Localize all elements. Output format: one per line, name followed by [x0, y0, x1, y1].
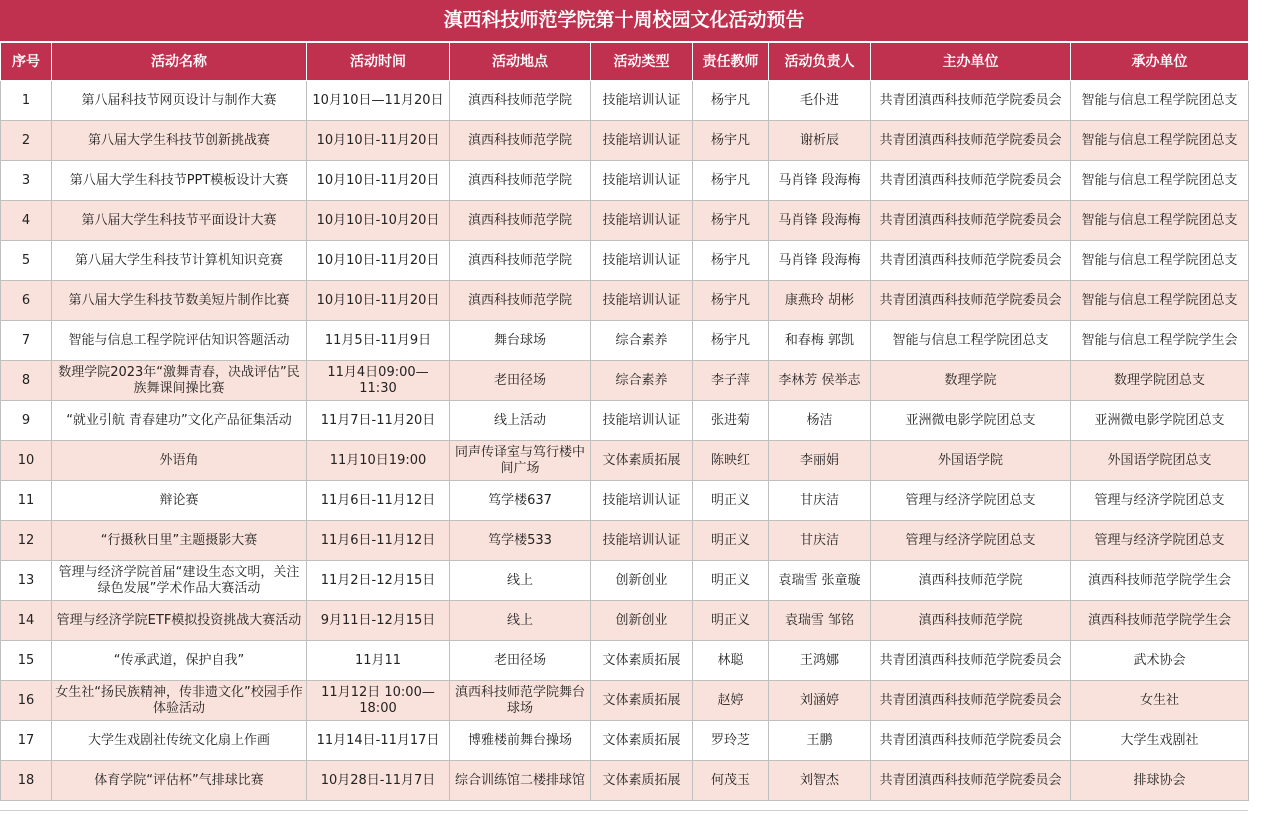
- cell-time[interactable]: 11月6日-11月12日: [307, 481, 450, 521]
- cell-teacher[interactable]: 杨宇凡: [693, 81, 769, 121]
- table-row: [1, 561, 1249, 601]
- cell-index[interactable]: 1: [1, 81, 52, 121]
- cell-name[interactable]: 辩论赛: [52, 481, 307, 521]
- cell-type[interactable]: 技能培训认证: [591, 161, 693, 201]
- cell-organizer[interactable]: 共青团滇西科技师范学院委员会: [871, 681, 1071, 721]
- header-cell-leader[interactable]: 活动负责人: [769, 43, 871, 81]
- cell-leader[interactable]: 甘庆洁: [769, 481, 871, 521]
- cell-time[interactable]: 9月11日-12月15日: [307, 601, 450, 641]
- cell-type[interactable]: 文体素质拓展: [591, 681, 693, 721]
- cell-index[interactable]: 18: [1, 761, 52, 801]
- cell-time[interactable]: 11月12日 10:00—18:00: [307, 681, 450, 721]
- cell-time[interactable]: 11月14日-11月17日: [307, 721, 450, 761]
- cell-location[interactable]: 滇西科技师范学院舞台球场: [450, 681, 591, 721]
- cell-location[interactable]: 老田径场: [450, 641, 591, 681]
- cell-name[interactable]: 外语角: [52, 441, 307, 481]
- cell-time[interactable]: 10月28日-11月7日: [307, 761, 450, 801]
- cell-leader[interactable]: 毛仆进: [769, 81, 871, 121]
- cell-name[interactable]: “行摄秋日里”主题摄影大赛: [52, 521, 307, 561]
- cell-leader[interactable]: 王鸿娜: [769, 641, 871, 681]
- cell-location[interactable]: 滇西科技师范学院: [450, 281, 591, 321]
- cell-location[interactable]: 线上: [450, 601, 591, 641]
- cell-index[interactable]: 14: [1, 601, 52, 641]
- table-row: [1, 281, 1249, 321]
- cell-organizer[interactable]: 数理学院: [871, 361, 1071, 401]
- cell-location[interactable]: 舞台球场: [450, 321, 591, 361]
- cell-teacher[interactable]: 李子萍: [693, 361, 769, 401]
- cell-organizer[interactable]: 亚洲微电影学院团总支: [871, 401, 1071, 441]
- table-row: [1, 521, 1249, 561]
- table-row: [1, 161, 1249, 201]
- cell-name[interactable]: 女生社“扬民族精神，传非遗文化”校园手作体验活动: [52, 681, 307, 721]
- cell-type[interactable]: 技能培训认证: [591, 281, 693, 321]
- table-row: [1, 201, 1249, 241]
- cell-teacher[interactable]: 何茂玉: [693, 761, 769, 801]
- table-row: [1, 121, 1249, 161]
- cell-name[interactable]: 第八届大学生科技节计算机知识竞赛: [52, 241, 307, 281]
- cell-organizer[interactable]: 共青团滇西科技师范学院委员会: [871, 121, 1071, 161]
- cell-teacher[interactable]: 罗玲芝: [693, 721, 769, 761]
- cell-location[interactable]: 滇西科技师范学院: [450, 161, 591, 201]
- cell-type[interactable]: 文体素质拓展: [591, 641, 693, 681]
- cell-co-organizer[interactable]: 武术协会: [1071, 641, 1249, 681]
- cell-name[interactable]: 第八届大学生科技节创新挑战赛: [52, 121, 307, 161]
- cell-name[interactable]: 第八届科技节网页设计与制作大赛: [52, 81, 307, 121]
- cell-leader[interactable]: 袁瑞雪 张童璇: [769, 561, 871, 601]
- cell-teacher[interactable]: 林聪: [693, 641, 769, 681]
- cell-index[interactable]: 9: [1, 401, 52, 441]
- cell-location[interactable]: 综合训练馆二楼排球馆: [450, 761, 591, 801]
- table-row: [1, 601, 1249, 641]
- cell-name[interactable]: “传承武道，保护自我”: [52, 641, 307, 681]
- cell-location[interactable]: 笃学楼533: [450, 521, 591, 561]
- cell-leader[interactable]: 康燕玲 胡彬: [769, 281, 871, 321]
- cell-type[interactable]: 创新创业: [591, 561, 693, 601]
- cell-teacher[interactable]: 陈映红: [693, 441, 769, 481]
- cell-location[interactable]: 滇西科技师范学院: [450, 121, 591, 161]
- cell-name[interactable]: 大学生戏剧社传统文化扇上作画: [52, 721, 307, 761]
- cell-co-organizer[interactable]: 智能与信息工程学院团总支: [1071, 241, 1249, 281]
- cell-index[interactable]: 6: [1, 281, 52, 321]
- cell-leader[interactable]: 李丽娟: [769, 441, 871, 481]
- empty-row-area: [0, 810, 1248, 827]
- cell-name[interactable]: 体育学院“评估杯”气排球比赛: [52, 761, 307, 801]
- cell-teacher[interactable]: 杨宇凡: [693, 121, 769, 161]
- cell-type[interactable]: 创新创业: [591, 601, 693, 641]
- cell-organizer[interactable]: 共青团滇西科技师范学院委员会: [871, 281, 1071, 321]
- cell-index[interactable]: 5: [1, 241, 52, 281]
- cell-name[interactable]: “就业引航 青春建功”文化产品征集活动: [52, 401, 307, 441]
- cell-co-organizer[interactable]: 数理学院团总支: [1071, 361, 1249, 401]
- cell-time[interactable]: 10月10日—11月20日: [307, 81, 450, 121]
- cell-type[interactable]: 技能培训认证: [591, 241, 693, 281]
- cell-location[interactable]: 博雅楼前舞台操场: [450, 721, 591, 761]
- cell-time[interactable]: 10月10日-10月20日: [307, 201, 450, 241]
- cell-time[interactable]: 11月6日-11月12日: [307, 521, 450, 561]
- cell-index[interactable]: 15: [1, 641, 52, 681]
- cell-teacher[interactable]: 张进菊: [693, 401, 769, 441]
- header-cell-type[interactable]: 活动类型: [591, 43, 693, 81]
- cell-time[interactable]: 10月10日-11月20日: [307, 241, 450, 281]
- cell-leader[interactable]: 马肖锋 段海梅: [769, 161, 871, 201]
- cell-name[interactable]: 第八届大学生科技节PPT模板设计大赛: [52, 161, 307, 201]
- cell-co-organizer[interactable]: 智能与信息工程学院团总支: [1071, 121, 1249, 161]
- cell-index[interactable]: 4: [1, 201, 52, 241]
- cell-location[interactable]: 线上活动: [450, 401, 591, 441]
- table-body: [1, 81, 1249, 801]
- cell-index[interactable]: 3: [1, 161, 52, 201]
- cell-type[interactable]: 综合素养: [591, 321, 693, 361]
- cell-index[interactable]: 12: [1, 521, 52, 561]
- cell-teacher[interactable]: 明正义: [693, 521, 769, 561]
- cell-type[interactable]: 综合素养: [591, 361, 693, 401]
- cell-teacher[interactable]: 杨宇凡: [693, 281, 769, 321]
- cell-location[interactable]: 滇西科技师范学院: [450, 241, 591, 281]
- cell-index[interactable]: 11: [1, 481, 52, 521]
- cell-type[interactable]: 文体素质拓展: [591, 761, 693, 801]
- cell-organizer[interactable]: 共青团滇西科技师范学院委员会: [871, 161, 1071, 201]
- cell-co-organizer[interactable]: 智能与信息工程学院团总支: [1071, 281, 1249, 321]
- table-row: [1, 481, 1249, 521]
- cell-name[interactable]: 管理与经济学院ETF模拟投资挑战大赛活动: [52, 601, 307, 641]
- cell-organizer[interactable]: 管理与经济学院团总支: [871, 481, 1071, 521]
- cell-location[interactable]: 滇西科技师范学院: [450, 81, 591, 121]
- header-row: [1, 43, 1249, 81]
- cell-co-organizer[interactable]: 女生社: [1071, 681, 1249, 721]
- cell-organizer[interactable]: 共青团滇西科技师范学院委员会: [871, 641, 1071, 681]
- cell-time[interactable]: 11月4日09:00—11:30: [307, 361, 450, 401]
- cell-location[interactable]: 滇西科技师范学院: [450, 201, 591, 241]
- cell-index[interactable]: 2: [1, 121, 52, 161]
- table-row: [1, 81, 1249, 121]
- cell-type[interactable]: 技能培训认证: [591, 201, 693, 241]
- table-row: [1, 241, 1249, 281]
- cell-co-organizer[interactable]: 滇西科技师范学院学生会: [1071, 601, 1249, 641]
- table-row: [1, 681, 1249, 721]
- cell-organizer[interactable]: 共青团滇西科技师范学院委员会: [871, 201, 1071, 241]
- cell-leader[interactable]: 和春梅 郭凯: [769, 321, 871, 361]
- header-cell-name[interactable]: 活动名称: [52, 43, 307, 81]
- cell-organizer[interactable]: 共青团滇西科技师范学院委员会: [871, 241, 1071, 281]
- activity-table: [0, 42, 1249, 801]
- cell-leader[interactable]: 王鹏: [769, 721, 871, 761]
- cell-time[interactable]: 11月11: [307, 641, 450, 681]
- cell-index[interactable]: 16: [1, 681, 52, 721]
- cell-co-organizer[interactable]: 智能与信息工程学院团总支: [1071, 81, 1249, 121]
- cell-type[interactable]: 技能培训认证: [591, 121, 693, 161]
- cell-location[interactable]: 同声传译室与笃行楼中间广场: [450, 441, 591, 481]
- cell-organizer[interactable]: 共青团滇西科技师范学院委员会: [871, 81, 1071, 121]
- cell-time[interactable]: 11月7日-11月20日: [307, 401, 450, 441]
- cell-location[interactable]: 线上: [450, 561, 591, 601]
- cell-time[interactable]: 10月10日-11月20日: [307, 121, 450, 161]
- cell-leader[interactable]: 刘涵婷: [769, 681, 871, 721]
- cell-index[interactable]: 13: [1, 561, 52, 601]
- cell-co-organizer[interactable]: 管理与经济学院团总支: [1071, 481, 1249, 521]
- cell-teacher[interactable]: 明正义: [693, 561, 769, 601]
- cell-co-organizer[interactable]: 智能与信息工程学院团总支: [1071, 201, 1249, 241]
- header-cell-organizer[interactable]: 主办单位: [871, 43, 1071, 81]
- cell-name[interactable]: 智能与信息工程学院评估知识答题活动: [52, 321, 307, 361]
- cell-organizer[interactable]: 共青团滇西科技师范学院委员会: [871, 721, 1071, 761]
- cell-index[interactable]: 8: [1, 361, 52, 401]
- cell-name[interactable]: 第八届大学生科技节平面设计大赛: [52, 201, 307, 241]
- cell-name[interactable]: 管理与经济学院首届“建设生态文明，关注绿色发展”学术作品大赛活动: [52, 561, 307, 601]
- cell-location[interactable]: 笃学楼637: [450, 481, 591, 521]
- cell-type[interactable]: 技能培训认证: [591, 401, 693, 441]
- cell-name[interactable]: 数理学院2023年“激舞青春，决战评估”民族舞课间操比赛: [52, 361, 307, 401]
- cell-co-organizer[interactable]: 排球协会: [1071, 761, 1249, 801]
- cell-leader[interactable]: 袁瑞雪 邹铭: [769, 601, 871, 641]
- cell-type[interactable]: 文体素质拓展: [591, 721, 693, 761]
- cell-leader[interactable]: 刘智杰: [769, 761, 871, 801]
- cell-teacher[interactable]: 明正义: [693, 601, 769, 641]
- cell-teacher[interactable]: 杨宇凡: [693, 241, 769, 281]
- cell-name[interactable]: 第八届大学生科技节数美短片制作比赛: [52, 281, 307, 321]
- cell-leader[interactable]: 谢析辰: [769, 121, 871, 161]
- cell-teacher[interactable]: 杨宇凡: [693, 201, 769, 241]
- cell-organizer[interactable]: 共青团滇西科技师范学院委员会: [871, 761, 1071, 801]
- cell-time[interactable]: 11月10日19:00: [307, 441, 450, 481]
- cell-time[interactable]: 11月5日-11月9日: [307, 321, 450, 361]
- header-cell-co-organizer[interactable]: 承办单位: [1071, 43, 1249, 81]
- cell-time[interactable]: 10月10日-11月20日: [307, 281, 450, 321]
- table-row: [1, 641, 1249, 681]
- table-row: [1, 721, 1249, 761]
- cell-leader[interactable]: 杨洁: [769, 401, 871, 441]
- header-cell-teacher[interactable]: 责任教师: [693, 43, 769, 81]
- cell-teacher[interactable]: 杨宇凡: [693, 161, 769, 201]
- cell-teacher[interactable]: 杨宇凡: [693, 321, 769, 361]
- cell-type[interactable]: 技能培训认证: [591, 481, 693, 521]
- cell-teacher[interactable]: 明正义: [693, 481, 769, 521]
- sheet-title: 滇西科技师范学院第十周校园文化活动预告: [0, 0, 1248, 42]
- cell-co-organizer[interactable]: 亚洲微电影学院团总支: [1071, 401, 1249, 441]
- table-row: [1, 761, 1249, 801]
- cell-type[interactable]: 技能培训认证: [591, 521, 693, 561]
- cell-index[interactable]: 10: [1, 441, 52, 481]
- cell-location[interactable]: 老田径场: [450, 361, 591, 401]
- cell-co-organizer[interactable]: 大学生戏剧社: [1071, 721, 1249, 761]
- cell-leader[interactable]: 甘庆洁: [769, 521, 871, 561]
- cell-type[interactable]: 文体素质拓展: [591, 441, 693, 481]
- cell-leader[interactable]: 马肖锋 段海梅: [769, 241, 871, 281]
- header-cell-index[interactable]: 序号: [1, 43, 52, 81]
- table-row: [1, 361, 1249, 401]
- table-row: [1, 401, 1249, 441]
- cell-organizer[interactable]: 管理与经济学院团总支: [871, 521, 1071, 561]
- cell-type[interactable]: 技能培训认证: [591, 81, 693, 121]
- cell-time[interactable]: 10月10日-11月20日: [307, 161, 450, 201]
- cell-leader[interactable]: 李林芳 侯举志: [769, 361, 871, 401]
- cell-index[interactable]: 7: [1, 321, 52, 361]
- cell-co-organizer[interactable]: 智能与信息工程学院团总支: [1071, 161, 1249, 201]
- cell-organizer[interactable]: 外国语学院: [871, 441, 1071, 481]
- cell-organizer[interactable]: 智能与信息工程学院团总支: [871, 321, 1071, 361]
- cell-teacher[interactable]: 赵婷: [693, 681, 769, 721]
- cell-index[interactable]: 17: [1, 721, 52, 761]
- table-row: [1, 441, 1249, 481]
- cell-organizer[interactable]: 滇西科技师范学院: [871, 601, 1071, 641]
- cell-organizer[interactable]: 滇西科技师范学院: [871, 561, 1071, 601]
- cell-co-organizer[interactable]: 外国语学院团总支: [1071, 441, 1249, 481]
- cell-co-organizer[interactable]: 管理与经济学院团总支: [1071, 521, 1249, 561]
- header-cell-location[interactable]: 活动地点: [450, 43, 591, 81]
- cell-co-organizer[interactable]: 滇西科技师范学院学生会: [1071, 561, 1249, 601]
- cell-leader[interactable]: 马肖锋 段海梅: [769, 201, 871, 241]
- cell-time[interactable]: 11月2日-12月15日: [307, 561, 450, 601]
- table-row: [1, 321, 1249, 361]
- header-cell-time[interactable]: 活动时间: [307, 43, 450, 81]
- cell-co-organizer[interactable]: 智能与信息工程学院学生会: [1071, 321, 1249, 361]
